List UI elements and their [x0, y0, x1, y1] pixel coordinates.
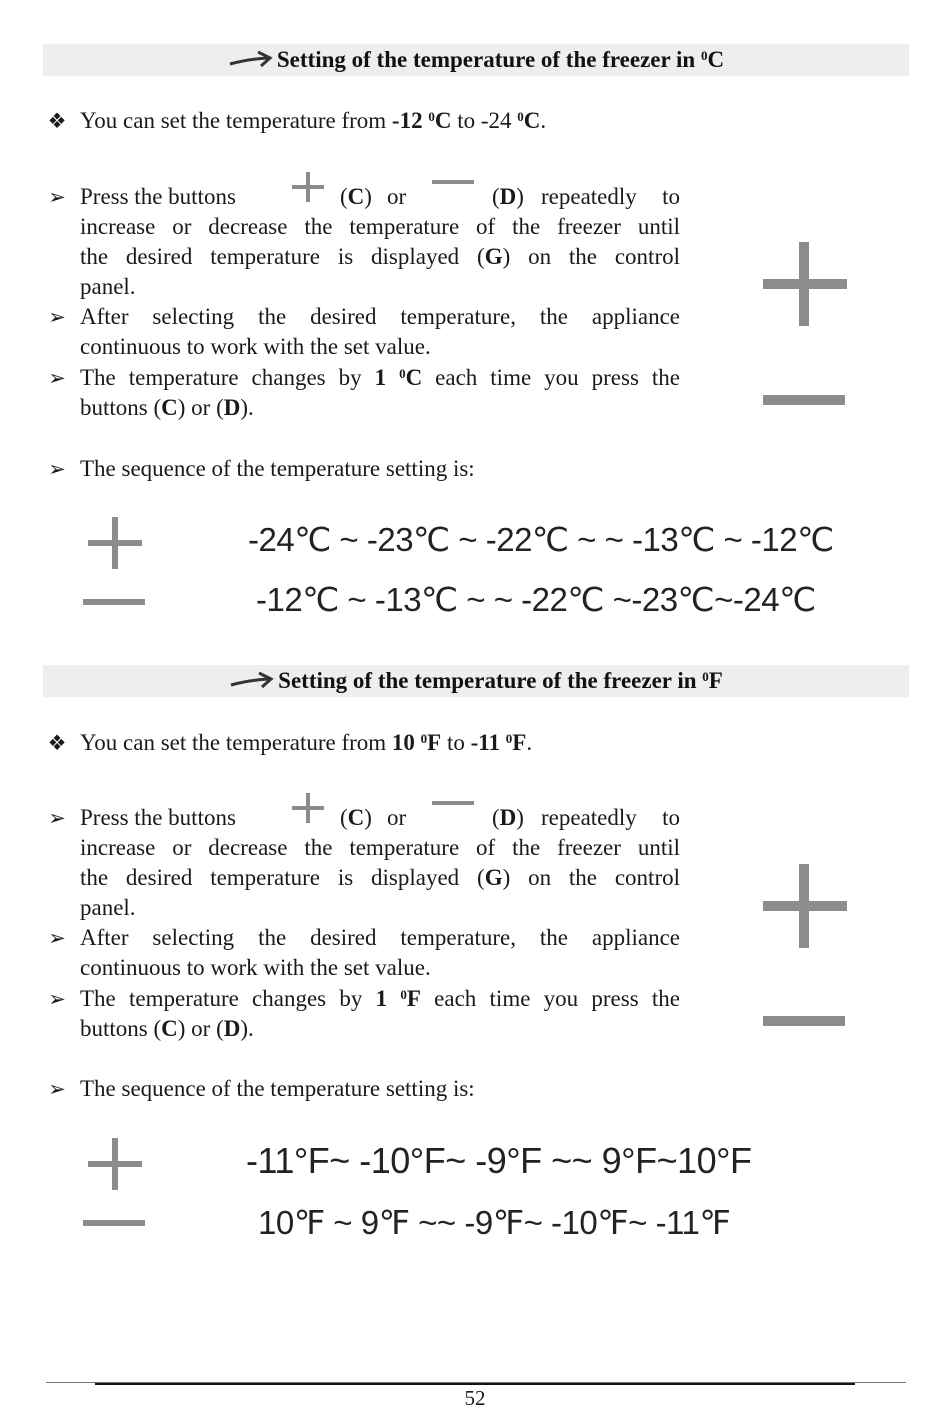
press-line-3 [80, 242, 680, 272]
after-line-2: continuous to work with the set value. [80, 955, 431, 980]
sequence-down-fahrenheit: 10℉ ~ 9℉ ~~ -9℉~ -10℉~ -11℉ [258, 1204, 731, 1241]
sequence-up-celsius: -24℃ ~ -23℃ ~ -22℃ ~ ~ -13℃ ~ -12℃ [248, 521, 834, 558]
label-c-paren: (C) [340, 805, 372, 830]
minus-icon [763, 1015, 845, 1027]
arrow-icon [228, 49, 274, 71]
label-c: C [347, 805, 365, 830]
range-to-sup: 0 [505, 731, 513, 746]
range-intro: You can set the temperature from [80, 108, 392, 133]
range-end: . [540, 108, 547, 133]
after-line-1: After selecting the desired temperature, the appliance [80, 304, 680, 329]
press-start: Press the buttons [80, 184, 236, 209]
arrow-bullet: ➢ [48, 366, 66, 390]
label-c-paren: (C) [340, 184, 372, 209]
arrow-bullet: ➢ [48, 457, 66, 481]
range-from-unit: C [434, 108, 452, 133]
arrow-bullet: ➢ [48, 806, 66, 830]
sequence-up-fahrenheit: -11°F~ -10°F~ -9°F ~~ 9°F~10°F [246, 1140, 752, 1181]
range-intro: You can set the temperature from [80, 730, 392, 755]
sequence-down-celsius: -12℃ ~ -13℃ ~ ~ -22℃ ~-23℃~-24℃ [256, 581, 816, 618]
title-unit: C [707, 47, 725, 72]
changes-sup: 0 [400, 987, 407, 1002]
plus-icon [290, 170, 326, 204]
line3a: the desired temperature is displayed ( [80, 865, 485, 890]
or-word: or [387, 184, 407, 209]
range-from-unit: F [427, 730, 442, 755]
range-to-word: to [441, 730, 471, 755]
title-text: Setting of the temperature of the freezer in [276, 47, 696, 72]
range-from-sup: 0 [428, 109, 435, 124]
press-start: Press the buttons [80, 805, 236, 830]
changes-sup: 0 [399, 366, 406, 381]
plus-icon [88, 1138, 142, 1190]
label-d-paren: (D) [492, 184, 524, 209]
minus-icon [432, 175, 474, 189]
title-text: Setting of the temperature of the freezer in [278, 668, 697, 693]
minus-icon [763, 394, 845, 406]
changes-line [80, 363, 680, 393]
diamond-bullet: ❖ [47, 109, 67, 133]
range-from: -12 [391, 108, 429, 133]
range-from-sup: 0 [420, 731, 428, 746]
line3a: the desired temperature is displayed ( [80, 244, 485, 269]
section-header-fahrenheit [43, 665, 909, 697]
after-line-2: continuous to work with the set value. [80, 334, 431, 359]
minus-icon [83, 597, 145, 607]
changes-unit: F [406, 986, 421, 1011]
line3b: ) on the control [502, 244, 680, 269]
title-unit-sup: 0 [702, 669, 709, 684]
section-title-fahrenheit [229, 668, 723, 694]
arrow-bullet: ➢ [48, 305, 66, 329]
arrow-bullet: ➢ [48, 987, 66, 1011]
title-unit: F [708, 668, 723, 693]
sequence-intro: The sequence of the temperature setting is: [80, 1076, 475, 1101]
press-line-2: increase or decrease the temperature of the freezer until [80, 835, 680, 860]
after-line-1: After selecting the desired temperature, the appliance [80, 925, 680, 950]
range-to: to -24 [451, 108, 518, 133]
label-c: C [347, 184, 365, 209]
label-g: G [484, 244, 503, 269]
diamond-bullet: ❖ [47, 731, 67, 755]
changes-a: The temperature changes by [80, 365, 375, 390]
range-end: . [526, 730, 533, 755]
range-line-fahrenheit [80, 728, 532, 758]
arrow-bullet: ➢ [48, 1077, 66, 1101]
changes-a: The temperature changes by [80, 986, 376, 1011]
range-from: 10 [391, 730, 421, 755]
plus-icon [88, 517, 142, 569]
arrow-bullet: ➢ [48, 185, 66, 209]
arrow-bullet: ➢ [48, 926, 66, 950]
label-d: D [499, 184, 517, 209]
line3b: ) on the control [502, 865, 680, 890]
section-title-celsius [228, 47, 724, 73]
changes-b: each time you press the [420, 986, 681, 1011]
plus-icon [763, 864, 847, 948]
range-to-sup: 0 [517, 109, 524, 124]
sequence-intro: The sequence of the temperature setting is: [80, 456, 475, 481]
range-to-unit: F [512, 730, 527, 755]
title-unit-sup: 0 [700, 48, 708, 63]
range-to-unit: C [523, 108, 541, 133]
plus-icon [763, 242, 847, 326]
repeatedly-to: repeatedly to [541, 805, 680, 830]
range-to: -11 [470, 730, 506, 755]
changes-b: each time you press the [422, 365, 680, 390]
changes-val: 1 [375, 986, 401, 1011]
minus-icon [432, 796, 474, 810]
page-number: 52 [464, 1386, 486, 1410]
press-line-2: increase or decrease the temperature of the freezer until [80, 214, 680, 239]
minus-icon [83, 1218, 145, 1228]
repeatedly-to: repeatedly to [541, 184, 680, 209]
footer-divider-bold [95, 1383, 855, 1385]
press-line-3 [80, 863, 680, 893]
label-d: D [499, 805, 517, 830]
buttons-line: buttons (C) or (D). [80, 395, 254, 420]
section-header-celsius [43, 44, 909, 76]
label-d-paren: (D) [492, 805, 524, 830]
arrow-icon [229, 670, 275, 692]
or-word: or [387, 805, 407, 830]
changes-line [80, 984, 680, 1014]
changes-val: 1 [374, 365, 400, 390]
plus-icon [290, 791, 326, 825]
range-line-celsius [80, 106, 546, 136]
label-g: G [484, 865, 503, 890]
press-line-4: panel. [80, 895, 136, 920]
buttons-line: buttons (C) or (D). [80, 1016, 254, 1041]
changes-unit: C [405, 365, 423, 390]
press-line-4: panel. [80, 274, 136, 299]
